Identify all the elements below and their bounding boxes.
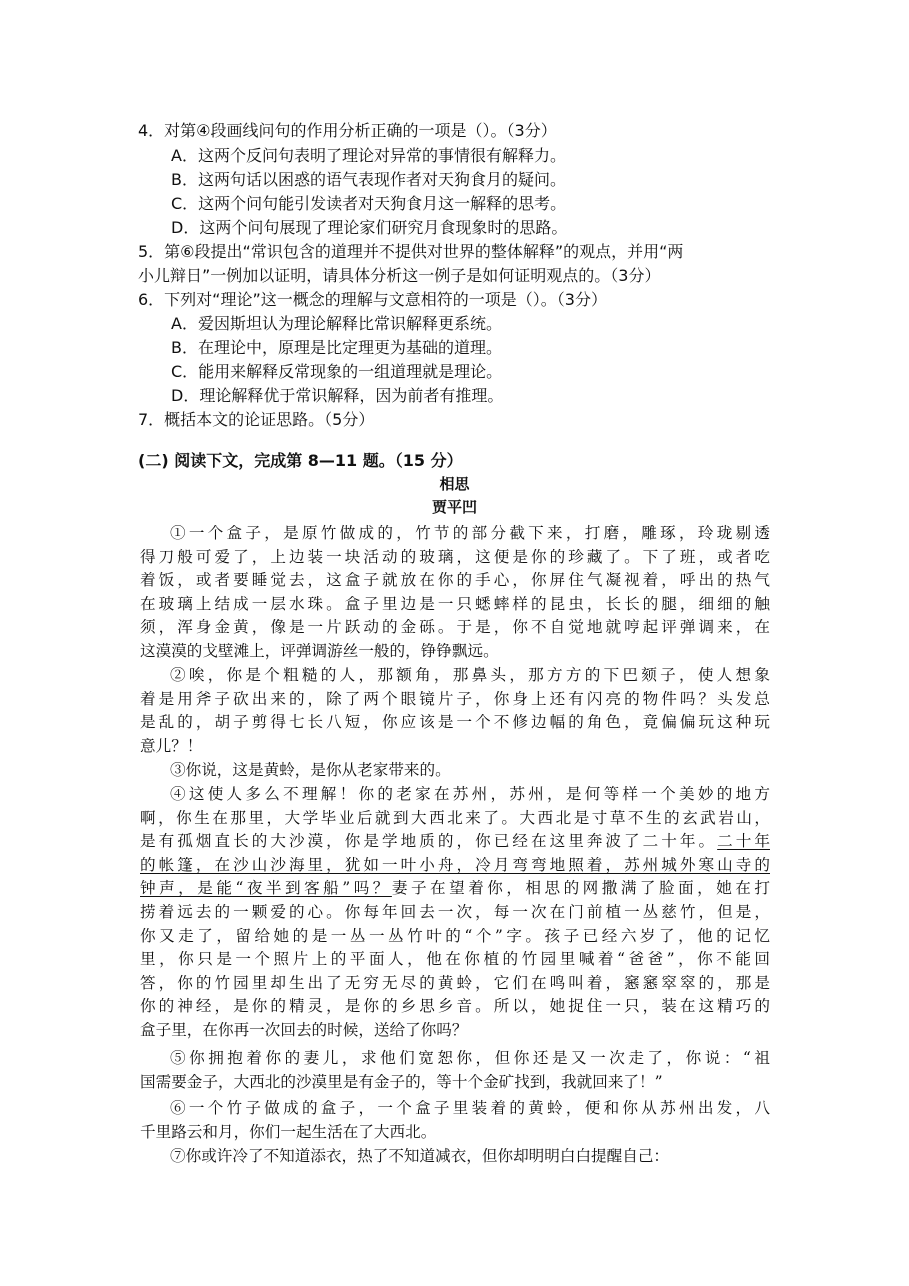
- p2-line-3: 是乱的，胡子剪得七长八短，你应该是一个不修边幅的角色，竟偏偏玩这种玩: [140, 713, 770, 732]
- p4-line-3-text: 是有孤烟直长的大沙漠，你是学地质的，你已经在这里奔波了二十年。: [140, 832, 718, 851]
- p1-line-5: 须，浑身金黄，像是一片跃动的金砾。于是，你不自觉地就哼起评弹调来，在: [140, 618, 770, 637]
- p1-line-2: 得刀般可爱了，上边装一块活动的玻璃，这便是你的珍藏了。下了班，或者吃: [140, 547, 770, 566]
- question-7: 7．概括本文的论证思路。（5分）: [138, 410, 375, 429]
- question-6-stem: 6．下列对“理论”这一概念的理解与文意相符的一项是（）。（3分）: [138, 290, 607, 309]
- p2-line-2: 着是用斧子砍出来的，除了两个眼镜片子，你身上还有闪亮的物件吗？头发总: [140, 689, 770, 708]
- underlined-question-end: 钟声，是能“夜半到客船”吗？: [140, 879, 392, 898]
- question-6-option-c: C．能用来解释反常现象的一组道理就是理论。: [171, 362, 503, 381]
- p6-line-1: ⑥一个竹子做成的盒子，一个盒子里装着的黄蛉，便和你从苏州出发，八: [170, 1099, 770, 1117]
- p3-line-1: ③你说，这是黄蛉，是你从老家带来的。: [170, 761, 451, 779]
- p4-line-11: 盒子里，在你再一次回去的时候，送给了你吗？: [140, 1020, 468, 1039]
- p4-line-4-underlined: 的帐篷，在沙山沙海里，犹如一叶小舟，冷月弯弯地照着，苏州城外寒山寺的: [140, 855, 770, 874]
- p4-line-3: [140, 830, 770, 854]
- p4-line-5: [140, 877, 770, 901]
- question-4-option-a: A．这两个反问句表明了理论对异常的事情很有解释力。: [171, 146, 566, 165]
- p2-line-4: 意儿？！: [140, 736, 203, 755]
- question-5-line-2: 小儿辩日”一例加以证明，请具体分析这一例子是如何证明观点的。（3分）: [138, 266, 661, 285]
- p1-line-4: 在玻璃上结成一层水珠。盒子里边是一只蟋蟀样的昆虫，长长的腿，细细的触: [140, 594, 770, 613]
- article-paragraph-2: [140, 664, 770, 758]
- article-paragraph-1: [140, 522, 770, 664]
- article-paragraph-4: [140, 783, 770, 1043]
- article-title: 相思: [439, 475, 470, 493]
- p4-line-9: 答，你的竹园里却生出了无穷无尽的黄蛉，它们在鸣叫着，窸窸窣窣的，那是: [140, 973, 770, 992]
- p1-line-6: 这漠漠的戈壁滩上，评弹调游丝一般的，铮铮飘远。: [140, 641, 499, 660]
- p4-line-6: 捞着远去的一颗爱的心。你每年回去一次，每一次在门前植一丛慈竹，但是，: [140, 902, 770, 921]
- question-4-option-d: D．这两个问句展现了理论家们研究月食现象时的思路。: [171, 218, 568, 237]
- p4-line-5-text: 妻子在望着你，相思的网撒满了脸面，她在打: [391, 879, 770, 898]
- question-4-option-b: B．这两句话以困惑的语气表现作者对天狗食月的疑问。: [171, 170, 566, 189]
- question-5-line-1: 5．第⑥段提出“常识包含的道理并不提供对世界的整体解释”的观点，并用“两: [138, 242, 684, 261]
- question-6-option-b: B．在理论中，原理是比定理更为基础的道理。: [171, 338, 502, 357]
- p4-line-1: ④这使人多么不理解！你的老家在苏州，苏州，是何等样一个美妙的地方: [170, 785, 770, 803]
- section-2-heading: (二) 阅读下文，完成第 8—11 题。（15 分）: [138, 451, 463, 470]
- question-6-option-d: D．理论解释优于常识解释，因为前者有推理。: [171, 386, 504, 405]
- p5-line-2: 国需要金子，大西北的沙漠里是有金子的，等十个金矿找到，我就回来了！”: [140, 1072, 663, 1091]
- p5-line-1: ⑤你拥抱着你的妻儿，求他们宽恕你，但你还是又一次走了，你说：“祖: [170, 1049, 770, 1067]
- p4-line-7: 你又走了，留给她的是一丛一丛竹叶的“个”字。孩子已经六岁了，他的记忆: [140, 926, 770, 945]
- question-4-option-c: C．这两个问句能引发读者对天狗食月这一解释的思考。: [171, 194, 567, 213]
- underlined-question-start: 二十年: [717, 832, 770, 851]
- p1-line-1: ①一个盒子，是原竹做成的，竹节的部分截下来，打磨，雕琢，玲珑剔透: [170, 524, 770, 542]
- p6-line-2: 千里路云和月，你们一起生活在了大西北。: [140, 1122, 437, 1141]
- article-paragraph-6: [140, 1097, 770, 1144]
- p4-line-10: 你的神经，是你的精灵，是你的乡思乡音。所以，她捉住一只，装在这精巧的: [140, 997, 770, 1016]
- article-paragraph-5: [140, 1047, 770, 1094]
- p4-line-8: 里，你只是一个照片上的平面人，他在你植的竹园里喊着“爸爸”，你不能回: [140, 950, 770, 969]
- p2-line-1: ②唉，你是个粗糙的人，那额角，那鼻头，那方方的下巴颏子，使人想象: [170, 666, 770, 684]
- question-4-stem: 4．对第④段画线问句的作用分析正确的一项是（）。（3分）: [138, 121, 557, 140]
- p1-line-3: 着饭，或者要睡觉去，这盒子就放在你的手心，你屏住气凝视着，呼出的热气: [140, 571, 770, 590]
- article-paragraph-7: [140, 1145, 770, 1169]
- p4-line-2: 啊，你生在那里，大学毕业后就到大西北来了。大西北是寸草不生的玄武岩山，: [140, 808, 770, 827]
- article-author: 贾平凹: [431, 498, 477, 516]
- article-paragraph-3: [140, 759, 770, 783]
- p7-line-1: ⑦你或许冷了不知道添衣，热了不知道减衣，但你却明明白白提醒自己：: [170, 1147, 670, 1165]
- question-6-option-a: A．爱因斯坦认为理论解释比常识解释更系统。: [171, 314, 502, 333]
